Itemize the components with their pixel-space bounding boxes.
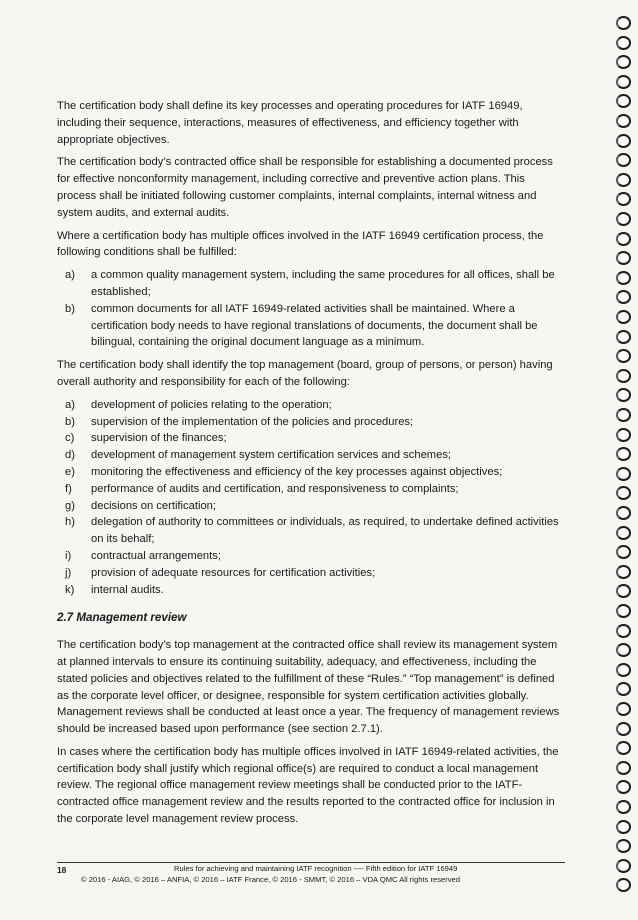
list-marker: b) xyxy=(65,302,75,315)
list-marker: i) xyxy=(65,549,72,562)
binding-ring xyxy=(616,388,631,402)
binding-ring xyxy=(616,545,631,559)
binding-ring xyxy=(616,624,631,638)
page-number: 18 xyxy=(57,865,67,875)
list-item-text: monitoring the effectiveness and efficiency of the key processes against objectives; xyxy=(91,465,503,478)
binding-ring xyxy=(616,663,631,677)
binding-ring xyxy=(616,839,631,853)
list-item-text: internal audits. xyxy=(91,583,164,596)
binding-ring xyxy=(616,349,631,363)
binding-ring xyxy=(616,780,631,794)
paragraph-management-review: The certification body’s top management at the contracted office shall review its management system at planned intervals to ensure its continuing suitability, adequacy, and effectiveness, including the stated policies and objectives related to the fulfillment of these “Rules.” “Top management” is defined as the corporate level officer, or designee, responsible for system certification activities globally. Management reviews shall be conducted at least once a year. The frequency of management reviews should be increased based upon performance (see section 2.7.1). xyxy=(57,639,560,736)
list-item xyxy=(57,447,567,464)
binding-ring xyxy=(616,565,631,579)
paragraph-multiple-offices: Where a certification body has multiple offices involved in the IATF 16949 certification process, the following conditions shall be fulfilled: xyxy=(57,229,544,259)
binding-ring xyxy=(616,447,631,461)
binding-ring xyxy=(616,271,631,285)
list-item xyxy=(57,301,567,351)
list-item xyxy=(57,548,567,565)
list-marker: d) xyxy=(65,449,75,462)
binding-ring xyxy=(616,134,631,148)
list-marker: b) xyxy=(65,415,75,428)
list-marker: e) xyxy=(65,465,75,478)
footer-copyright: © 2016 - AIAG, © 2016 – ANFIA, © 2016 – IATF France, © 2016 - SMMT, © 2016 – VDA QMC All rights reserved xyxy=(81,875,460,884)
page-body xyxy=(57,98,567,834)
list-marker: f) xyxy=(65,482,72,495)
list-item xyxy=(57,481,567,498)
binding-ring xyxy=(616,604,631,618)
binding-ring xyxy=(616,467,631,481)
binding-ring xyxy=(616,800,631,814)
list-marker: c) xyxy=(65,432,75,445)
binding-ring xyxy=(616,173,631,187)
list-item xyxy=(57,565,567,582)
binding-ring xyxy=(616,859,631,873)
binding-ring xyxy=(616,290,631,304)
binding-ring xyxy=(616,722,631,736)
binding-ring xyxy=(616,486,631,500)
binding-ring xyxy=(616,428,631,442)
binding-ring xyxy=(616,526,631,540)
list-item-text: supervision of the implementation of the policies and procedures; xyxy=(91,415,414,428)
binding-ring xyxy=(616,75,631,89)
list-item-text: development of management system certification services and schemes; xyxy=(91,449,452,462)
list-item-text: decisions on certification; xyxy=(91,499,216,512)
binding-ring xyxy=(616,55,631,69)
paragraph-key-processes: The certification body shall define its key processes and operating procedures for IATF 16949, including their sequence, interactions, measures of effectiveness, and efficiency together with appropriate objectives. xyxy=(57,100,523,146)
list-marker: a) xyxy=(65,269,75,282)
binding-ring xyxy=(616,232,631,246)
binding-ring xyxy=(616,761,631,775)
binding-ring xyxy=(616,408,631,422)
binding-ring xyxy=(616,584,631,598)
binding-ring xyxy=(616,741,631,755)
list-item-text: contractual arrangements; xyxy=(91,549,221,562)
binding-ring xyxy=(616,330,631,344)
section-heading: 2.7 Management review xyxy=(57,611,187,625)
list-item-text: common documents for all IATF 16949-related activities shall be maintained. Where a certification body needs to have regional translations of documents, the document shall be bilingual, containing the original document language as a minimum. xyxy=(91,302,538,349)
binding-ring xyxy=(616,643,631,657)
binding-ring xyxy=(616,820,631,834)
conditions-list xyxy=(57,267,567,351)
binding-ring xyxy=(616,212,631,226)
binding-ring xyxy=(616,506,631,520)
list-item xyxy=(57,464,567,481)
list-marker: k) xyxy=(65,583,75,596)
list-item xyxy=(57,514,567,548)
binding-ring xyxy=(616,16,631,30)
list-marker: g) xyxy=(65,499,75,512)
footer-divider xyxy=(57,862,565,863)
list-item xyxy=(57,414,567,431)
list-item xyxy=(57,430,567,447)
binding-ring xyxy=(616,192,631,206)
list-item-text: development of policies relating to the operation; xyxy=(91,398,332,411)
spiral-binding xyxy=(608,0,638,920)
list-item-text: provision of adequate resources for certification activities; xyxy=(91,566,376,579)
list-item xyxy=(57,582,567,599)
paragraph-top-management: The certification body shall identify the top management (board, group of persons, or person) having overall authority and responsibility for each of the following: xyxy=(57,359,553,388)
list-item-text: supervision of the finances; xyxy=(91,432,227,445)
binding-ring xyxy=(616,36,631,50)
list-item-text: a common quality management system, including the same procedures for all offices, shall be established; xyxy=(91,269,555,298)
list-marker: a) xyxy=(65,398,75,411)
binding-ring xyxy=(616,878,631,892)
list-item-text: delegation of authority to committees or individuals, as required, to undertake defined activities on its behalf; xyxy=(91,516,559,546)
binding-ring xyxy=(616,153,631,167)
list-item-text: performance of audits and certification, and responsiveness to complaints; xyxy=(91,482,459,495)
binding-ring xyxy=(616,310,631,324)
binding-ring xyxy=(616,114,631,128)
binding-ring xyxy=(616,369,631,383)
binding-ring xyxy=(616,251,631,265)
binding-ring xyxy=(616,94,631,108)
paragraph-nonconformity: The certification body’s contracted office shall be responsible for establishing a documented process for effective nonconformity management, including corrective and preventive action plans. This process shall be initiated following customer complaints, internal complaints, internal witness and system audits, and external audits. xyxy=(57,156,553,219)
list-item xyxy=(57,498,567,515)
responsibilities-list xyxy=(57,397,567,599)
footer-title: Rules for achieving and maintaining IATF recognition ---- Fifth edition for IATF 16949 xyxy=(174,864,458,873)
list-item xyxy=(57,267,567,301)
binding-ring xyxy=(616,682,631,696)
list-marker: h) xyxy=(65,516,75,529)
binding-ring xyxy=(616,702,631,716)
list-marker: j) xyxy=(65,566,72,579)
paragraph-regional-review: In cases where the certification body has multiple offices involved in IATF 16949-related activities, the certification body shall justify which regional office(s) are required to conduct a local management review. The regional office management review meetings shall be conducted prior to the IATF-contracted office management review and the results reported to the contracted office for inclusion in the corporate level management review process. xyxy=(57,745,559,826)
list-item xyxy=(57,397,567,414)
